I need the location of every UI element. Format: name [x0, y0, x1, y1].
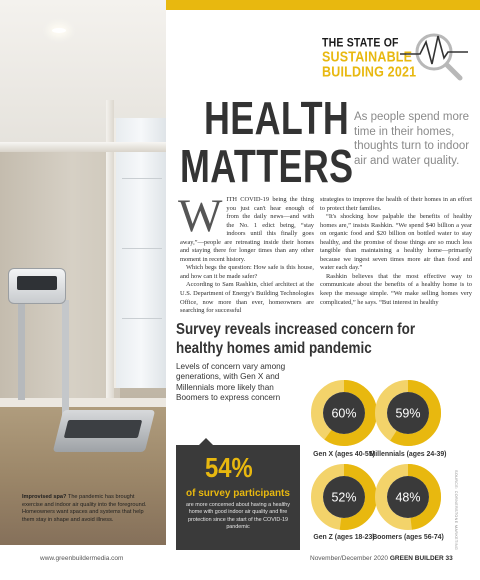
footer-magazine-name: GREEN BUILDER	[389, 555, 444, 562]
donut-category-label: Gen Z (ages 18-23)	[313, 534, 375, 541]
stat-subtext: are more concerned about having a healthy home with good indoor air quality and fire protection since the start of the COVID-19 pandemic	[186, 502, 290, 531]
body-column-1	[178, 190, 314, 316]
donut-chart	[311, 464, 377, 530]
donut-chart	[311, 380, 377, 446]
page-number: 33	[445, 555, 453, 562]
donut-chart	[375, 380, 441, 446]
donut-category-label: Millennials (ages 24-39)	[369, 451, 447, 458]
stat-title: of survey participants	[186, 488, 290, 499]
body-paragraph: ITH COVID-19 being the thing you just can't hear enough of from the daily news—and with the No. 1 edict being, “stay indoors until this finally goes away,”—people are retreating inside their homes and staying there for longer times than any other moment in recent history.	[180, 196, 314, 263]
footer-issue	[310, 555, 453, 562]
drop-cap: W	[178, 190, 223, 242]
stat-value: 54%	[205, 452, 253, 483]
header-line-2: SUSTAINABLE	[322, 49, 413, 66]
photo-caption: Improvised spa? The pandemic has brought exercise and indoor air quality into the foreground. Homeowners want spaces and systems that help them stay in shape and avoid illness.	[22, 494, 147, 523]
footer-issue-date: November/December 2020	[310, 555, 389, 562]
treadmill-photo	[0, 0, 166, 545]
body-paragraph: Rashkin believes that the most effective way to communicate about the benefits of a healthy home is to keep the message simple. “We make selling homes very complicated,” he says. “But interest in healthy	[320, 272, 472, 306]
donut-value-label: 60%	[331, 406, 357, 421]
donut-category-label: Gen X (ages 40-55)	[313, 451, 375, 458]
body-paragraph: strategies to improve the health of their homes in an effort to protect their families.	[320, 196, 472, 212]
title-line-2: MATTERS	[180, 140, 354, 192]
header-line-1: THE STATE OF	[322, 36, 399, 50]
survey-heading: Survey reveals increased concern for healthy homes amid pandemic	[176, 321, 416, 357]
source-credit: SOURCE: CORNERSTONE MARKETING	[454, 470, 458, 551]
donut-value-label: 52%	[331, 490, 357, 505]
body-column-2	[320, 196, 472, 307]
donut-value-label: 59%	[395, 406, 421, 421]
donut-value-label: 48%	[395, 490, 421, 505]
footer-website[interactable]: www.greenbuildermedia.com	[40, 555, 124, 562]
magnifier-heartbeat-icon	[396, 28, 472, 88]
top-accent-rule	[166, 0, 480, 10]
title-line-1: HEALTH	[204, 92, 350, 144]
body-paragraph: According to Sam Rashkin, chief architect at the U.S. Department of Energy's Building Technologies Office, now more than ever, homeowners are searching for successful	[180, 281, 314, 315]
body-paragraph: Which begs the question: How safe is this house, and how can it be made safer?	[180, 264, 314, 280]
survey-description: Levels of concern vary among generations, with Gen X and Millennials more likely than Boomers to express concern	[176, 362, 286, 403]
donut-chart	[375, 464, 441, 530]
deck-subtitle: As people spend more time in their homes, thoughts turn to indoor air and water quality.	[354, 111, 470, 167]
body-paragraph: “It's shocking how palpable the benefits of healthy homes are,” insists Rashkin. “We spend $40 billion a year on organic food and $20 billion on bottled water to stay healthy, and the promise of those things are so much less tangible than maintaining a healthy home—primarily because we ingest seven times more air than food and water each day.”	[320, 213, 472, 272]
donut-category-label: Boomers (ages 56-74)	[372, 534, 444, 541]
header-line-3: BUILDING 2021	[322, 64, 417, 81]
